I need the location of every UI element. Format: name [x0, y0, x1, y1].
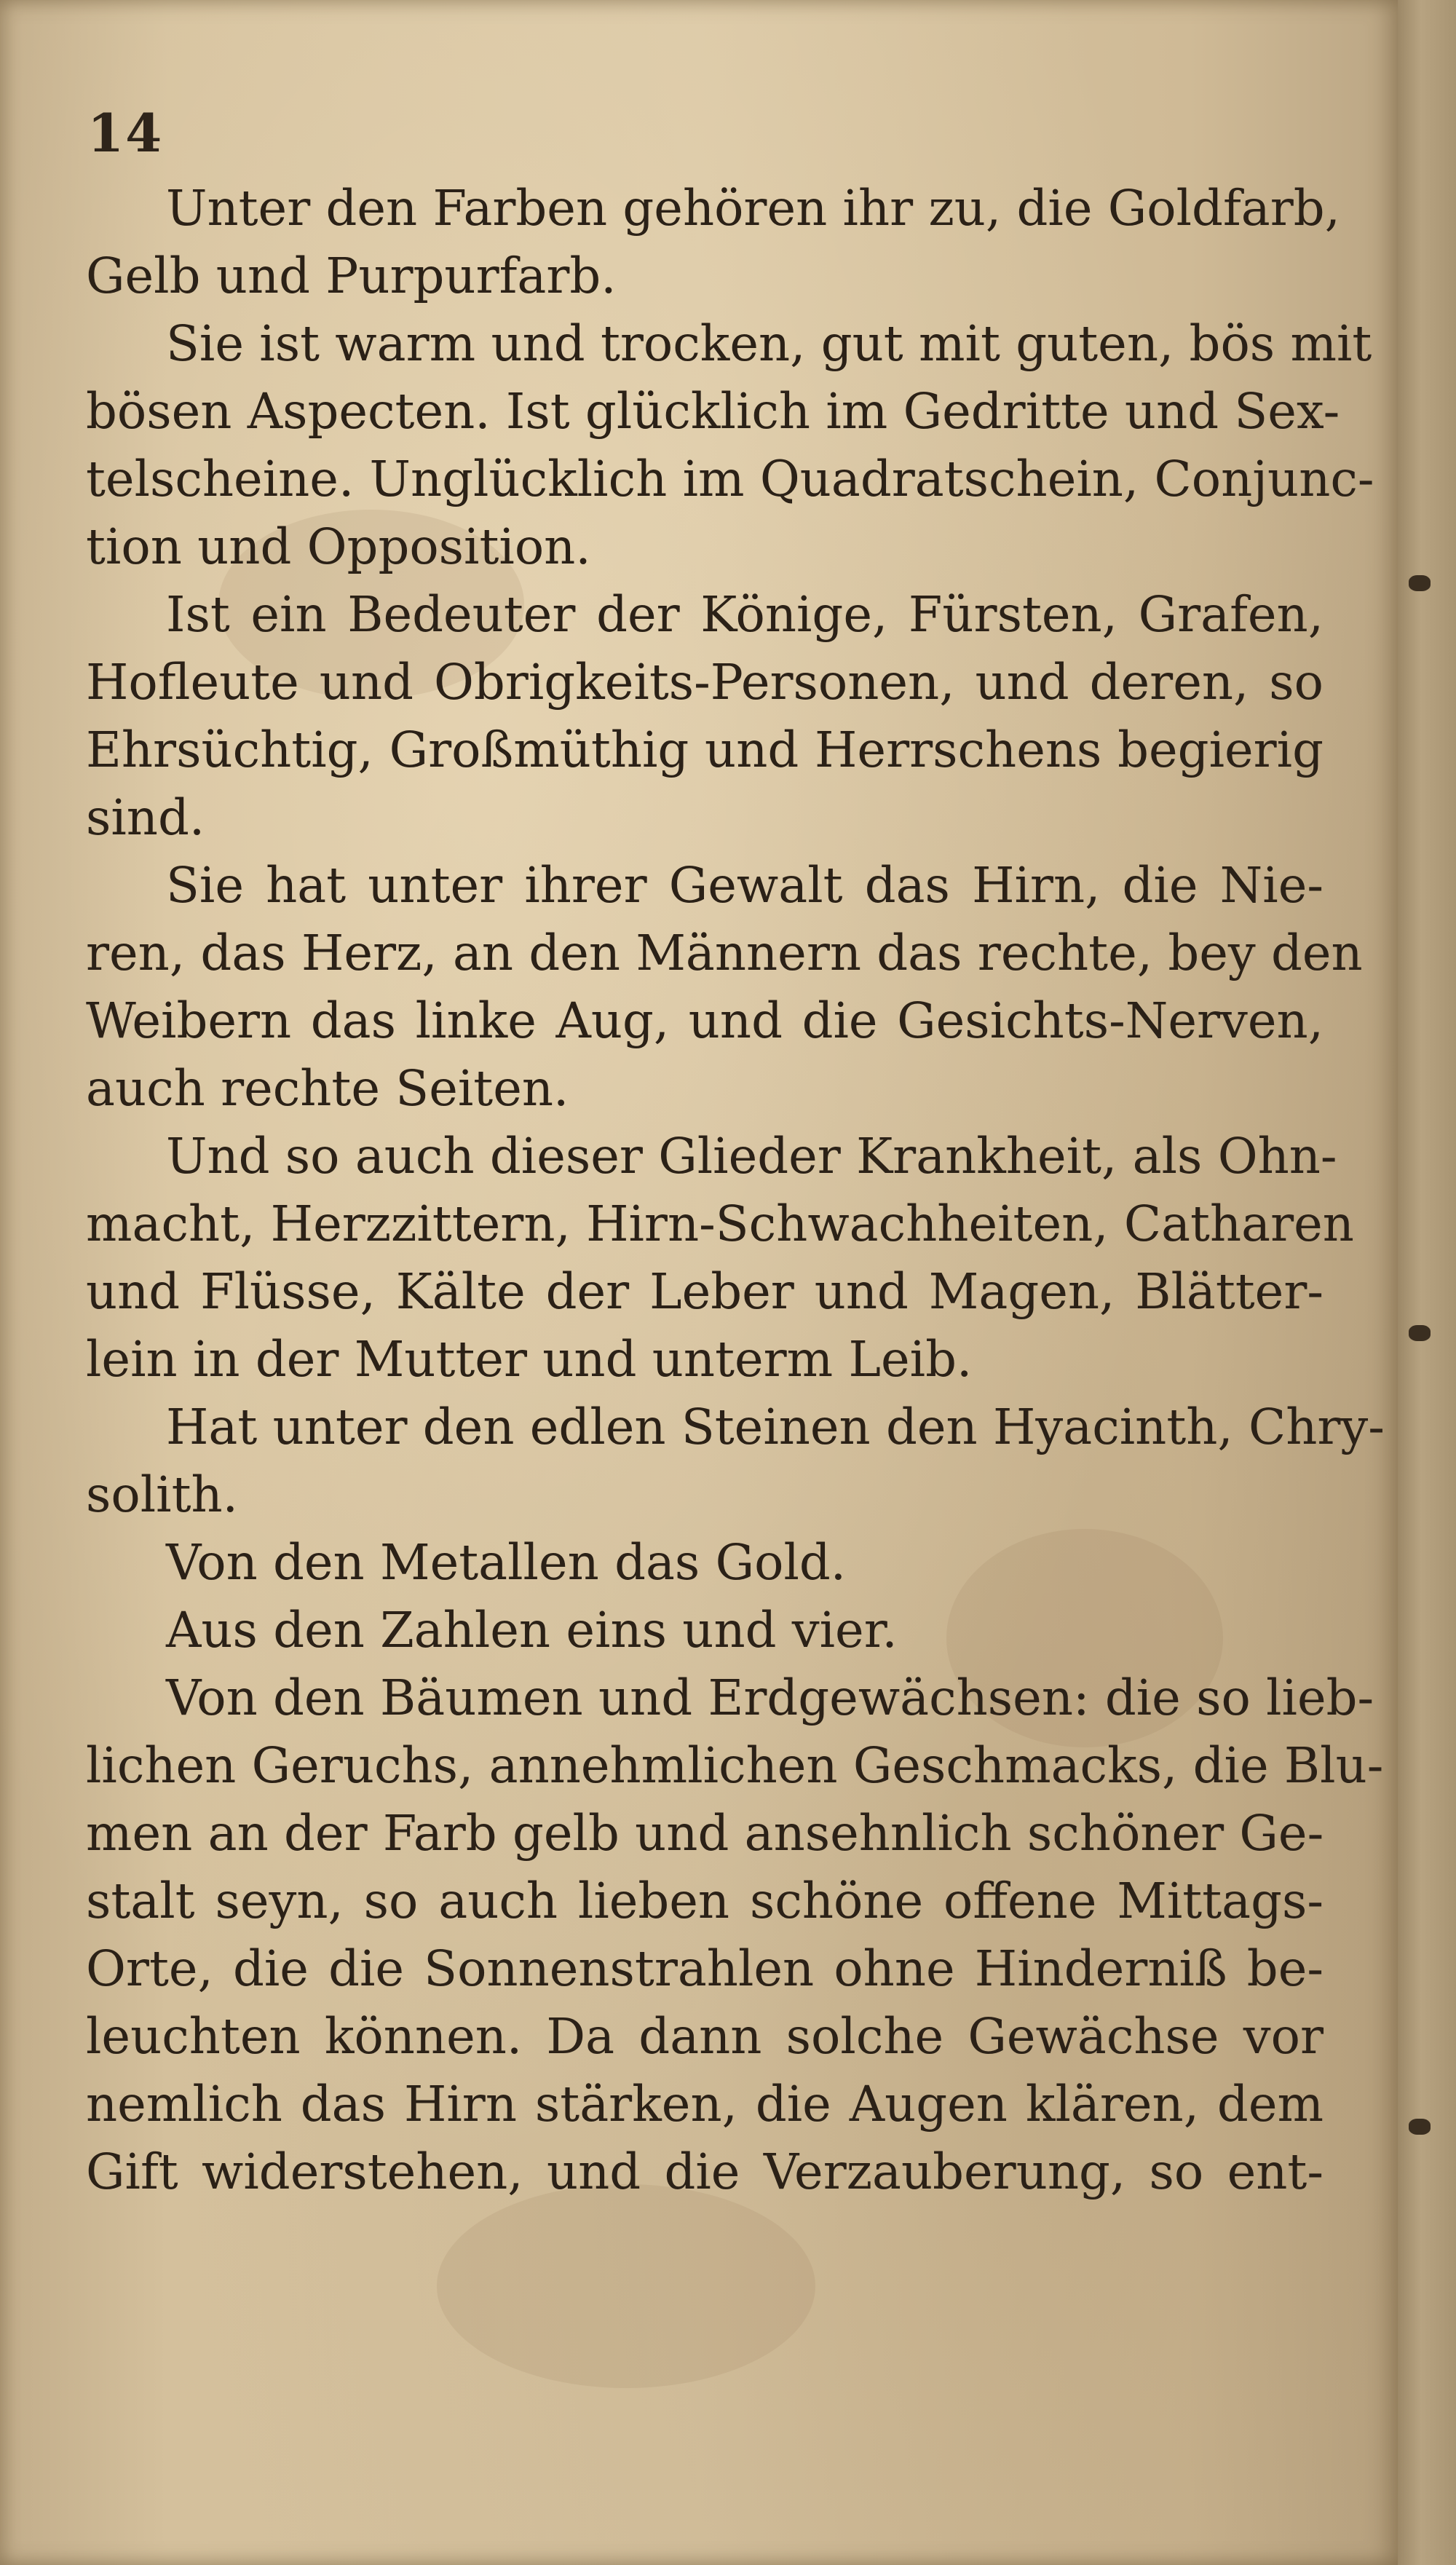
text-line: Hat unter den edlen Steinen den Hyacinth, Chry- [166, 1399, 1385, 1455]
binding-hole [1409, 2119, 1431, 2135]
text-line: sind. [86, 789, 205, 846]
text-line: Ehrsüchtig, Großmüthig und Herrschens begierig [86, 722, 1324, 778]
text-line: Orte, die die Sonnenstrahlen ohne Hinderniß be- [86, 1940, 1324, 1997]
text-line: ren, das Herz, an den Männern das rechte, bey den [86, 925, 1363, 981]
text-line: Weibern das linke Aug, und die Gesichts-Nerven, [86, 992, 1324, 1049]
paper-stain [437, 2184, 815, 2388]
text-line: tion und Opposition. [86, 518, 591, 575]
text-line: Gift widerstehen, und die Verzauberung, so ent- [86, 2143, 1324, 2200]
text-line: Sie hat unter ihrer Gewalt das Hirn, die Nie- [166, 857, 1324, 914]
text-line: Von den Metallen das Gold. [166, 1534, 847, 1591]
text-line: macht, Herzzittern, Hirn-Schwachheiten, Catharen [86, 1195, 1354, 1252]
text-line: auch rechte Seiten. [86, 1060, 569, 1117]
page-edge [1398, 0, 1456, 2565]
text-line: stalt seyn, so auch lieben schöne offene Mittags- [86, 1873, 1324, 1929]
text-line: men an der Farb gelb und ansehnlich schöner Ge- [86, 1805, 1324, 1862]
text-line: Und so auch dieser Glieder Krankheit, als Ohn- [166, 1128, 1337, 1185]
text-line: nemlich das Hirn stärken, die Augen klären, dem [86, 2076, 1324, 2133]
page-number: 14 [87, 102, 164, 164]
text-line: Sie ist warm und trocken, gut mit guten, bös mit [166, 315, 1372, 372]
binding-hole [1409, 575, 1431, 591]
binding-hole [1409, 1325, 1431, 1341]
text-line: Gelb und Purpurfarb. [86, 248, 617, 304]
text-line: lein in der Mutter und unterm Leib. [86, 1331, 973, 1388]
text-line: solith. [86, 1466, 238, 1523]
text-line: Aus den Zahlen eins und vier. [166, 1602, 898, 1659]
text-line: Ist ein Bedeuter der Könige, Fürsten, Grafen, [166, 586, 1324, 643]
text-line: telscheine. Unglücklich im Quadratschein, Conjunc- [86, 451, 1374, 507]
text-line: und Flüsse, Kälte der Leber und Magen, Blätter- [86, 1263, 1324, 1320]
page-text [86, 175, 1385, 2206]
text-line: Von den Bäumen und Erdgewächsen: die so lieb- [166, 1669, 1374, 1726]
text-line: lichen Geruchs, annehmlichen Geschmacks, die Blu- [86, 1737, 1384, 1794]
text-line: Unter den Farben gehören ihr zu, die Goldfarb, [166, 180, 1340, 237]
text-line: Hofleute und Obrigkeits-Personen, und deren, so [86, 654, 1324, 711]
text-line: bösen Aspecten. Ist glücklich im Gedritte und Sex- [86, 383, 1340, 440]
text-line: leuchten können. Da dann solche Gewächse vor [86, 2008, 1324, 2065]
